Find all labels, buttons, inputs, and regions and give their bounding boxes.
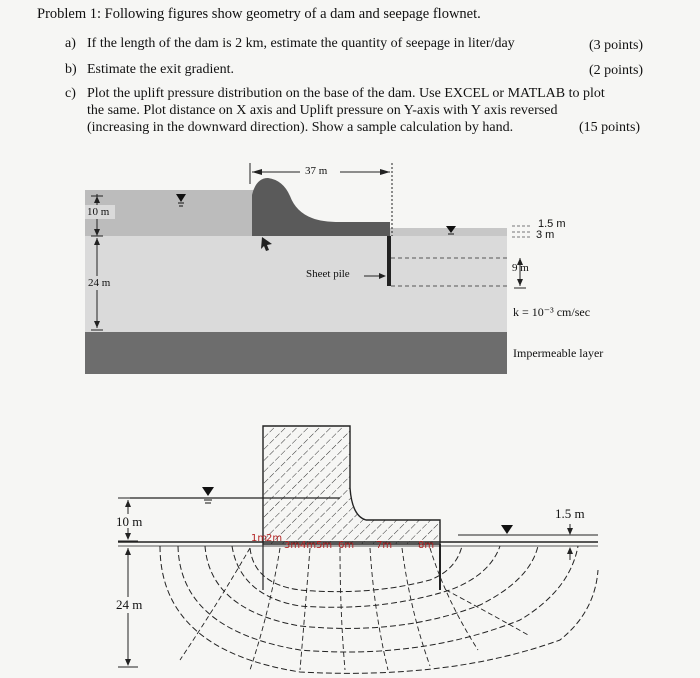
fig1-dim-tail2: 3 m (536, 229, 555, 241)
part-a-label: a) (65, 36, 76, 51)
fig1-dim-tail1: 1.5 m (538, 218, 566, 230)
base-point-2: 2m (266, 533, 283, 544)
fig1-dim-depth: 24 m (88, 277, 111, 289)
sheet-pile (387, 236, 391, 286)
problem-title: Problem 1: Following figures show geometry of a dam and seepage flownet. (37, 6, 481, 22)
fig1-permeability: k = 10⁻³ cm/sec (513, 305, 591, 319)
part-c-points: (15 points) (579, 120, 641, 135)
part-b-text: Estimate the exit gradient. (87, 62, 234, 77)
fig2-dim-upstream: 10 m (116, 514, 143, 529)
base-point-3: 3m (284, 540, 301, 551)
fig1-dim-sheet: 9 m (512, 262, 529, 274)
part-c-line1: Plot the uplift pressure distribution on the base of the dam. Use EXCEL or MATLAB to plot (87, 86, 605, 101)
base-point-7: 7m (376, 540, 393, 551)
part-a-text: If the length of the dam is 2 km, estimate the quantity of seepage in liter/day (87, 36, 515, 51)
base-point-1: 1m (251, 533, 268, 544)
impermeable-layer (85, 332, 507, 374)
fig2-dim-depth: 24 m (116, 597, 143, 612)
figure-2-flownet (115, 426, 598, 673)
fig1-dim-upstream: 10 m (87, 206, 110, 218)
part-b-points: (2 points) (589, 63, 644, 78)
fig1-dim-width: 37 m (305, 165, 328, 177)
fig2-dim-tail: 1.5 m (555, 506, 585, 521)
fig1-impermeable-label: Impermeable layer (513, 346, 604, 360)
fig1-sheet-pile-label: Sheet pile (306, 268, 350, 280)
dam-body (252, 178, 390, 236)
part-a-points: (3 points) (589, 38, 644, 53)
soil-layer (85, 236, 507, 332)
part-c-line3: (increasing in the downward direction). Show a sample calculation by hand. (87, 120, 514, 135)
base-point-8: 8m (418, 540, 435, 551)
part-c-label: c) (65, 86, 76, 101)
part-b-label: b) (65, 62, 77, 77)
base-point-6: 6m (338, 540, 355, 551)
base-point-5: 5m (316, 540, 333, 551)
base-point-4: 4m (300, 540, 317, 551)
part-c-line2: the same. Plot distance on X axis and Uplift pressure on Y-axis with Y axis reversed (87, 103, 558, 118)
flownet-dam (263, 426, 440, 544)
